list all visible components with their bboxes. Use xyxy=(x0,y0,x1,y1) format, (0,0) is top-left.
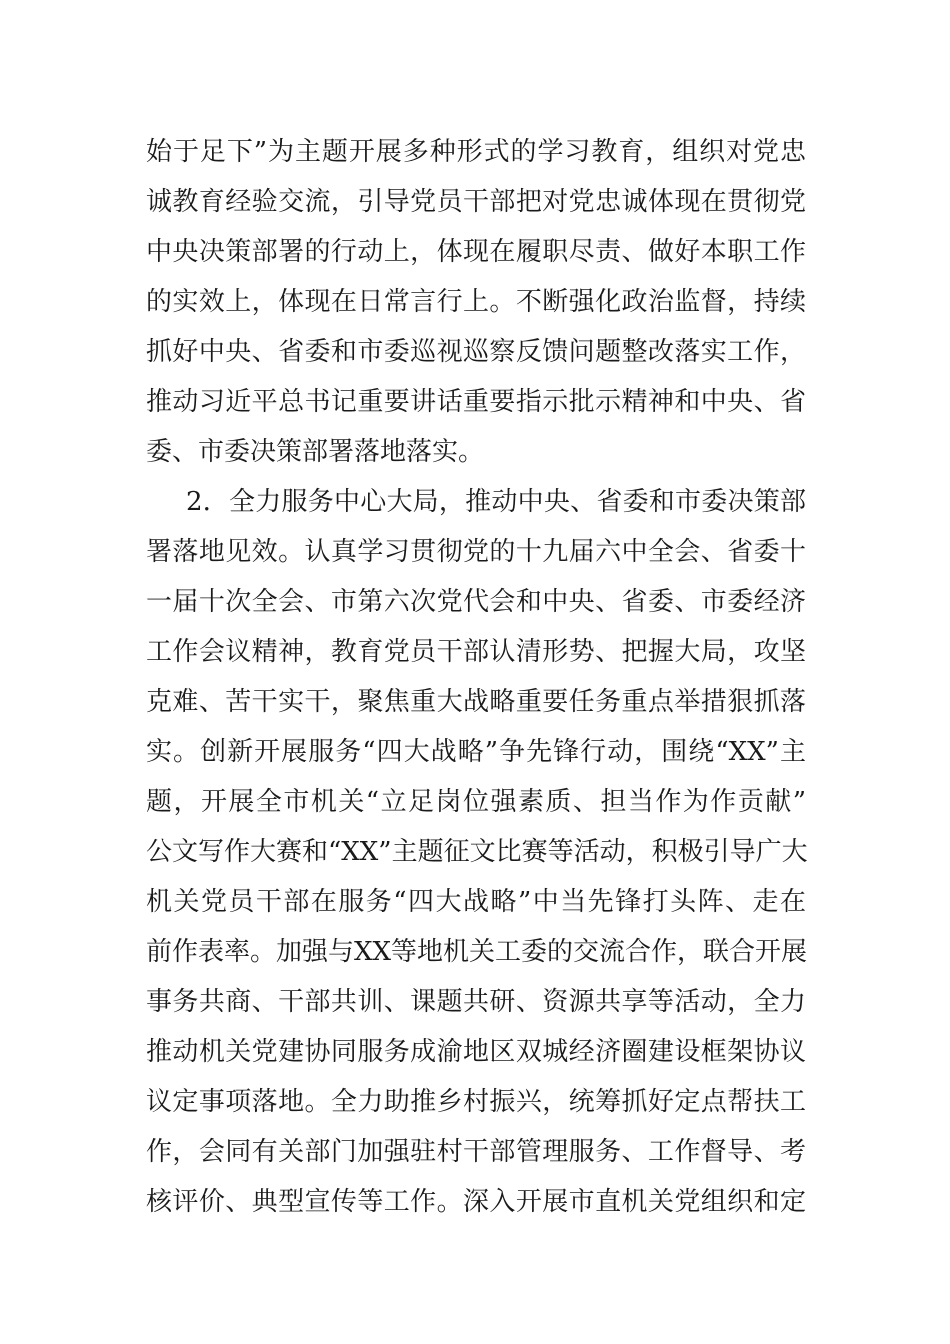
text-line: 作，会同有关部门加强驻村干部管理服务、工作督导、考 xyxy=(146,1137,806,1167)
text-line: 事务共商、干部共训、课题共研、资源共享等活动，全力 xyxy=(146,987,806,1017)
text-line: 议定事项落地。全力助推乡村振兴，统筹抓好定点帮扶工 xyxy=(146,1087,806,1117)
text-line: 实。创新开展服务“四大战略”争先锋行动，围绕“XX”主 xyxy=(146,737,806,767)
text-line: 署落地见效。认真学习贯彻党的十九届六中全会、省委十 xyxy=(146,537,806,567)
text-line: 抓好中央、省委和市委巡视巡察反馈问题整改落实工作， xyxy=(146,337,806,367)
text-line: 机关党员干部在服务“四大战略”中当先锋打头阵、走在 xyxy=(146,887,806,917)
text-line: 诚教育经验交流，引导党员干部把对党忠诚体现在贯彻党 xyxy=(146,187,806,217)
text-line: 推动机关党建协同服务成渝地区双城经济圈建设框架协议 xyxy=(146,1037,806,1067)
text-line: 中央决策部署的行动上，体现在履职尽责、做好本职工作 xyxy=(146,237,806,267)
section-heading-line: 2．全力服务中心大局，推动中央、省委和市委决策部 xyxy=(186,487,806,517)
text-line: 核评价、典型宣传等工作。深入开展市直机关党组织和定 xyxy=(146,1187,806,1217)
text-line: 的实效上，体现在日常言行上。不断强化政治监督，持续 xyxy=(146,287,806,317)
text-line: 前作表率。加强与XX等地机关工委的交流合作，联合开展 xyxy=(146,937,808,967)
text-line: 公文写作大赛和“XX”主题征文比赛等活动，积极引导广大 xyxy=(146,837,808,867)
text-line: 委、市委决策部署落地落实。 xyxy=(146,437,485,467)
text-line: 工作会议精神，教育党员干部认清形势、把握大局，攻坚 xyxy=(146,637,806,667)
text-line: 克难、苦干实干，聚焦重大战略重要任务重点举措狠抓落 xyxy=(146,687,806,717)
text-line: 推动习近平总书记重要讲话重要指示批示精神和中央、省 xyxy=(146,387,806,417)
text-line: 一届十次全会、市第六次党代会和中央、省委、市委经济 xyxy=(146,587,806,617)
text-line: 始于足下”为主题开展多种形式的学习教育，组织对党忠 xyxy=(146,137,806,167)
text-line: 题，开展全市机关“立足岗位强素质、担当作为作贡献” xyxy=(146,787,806,817)
